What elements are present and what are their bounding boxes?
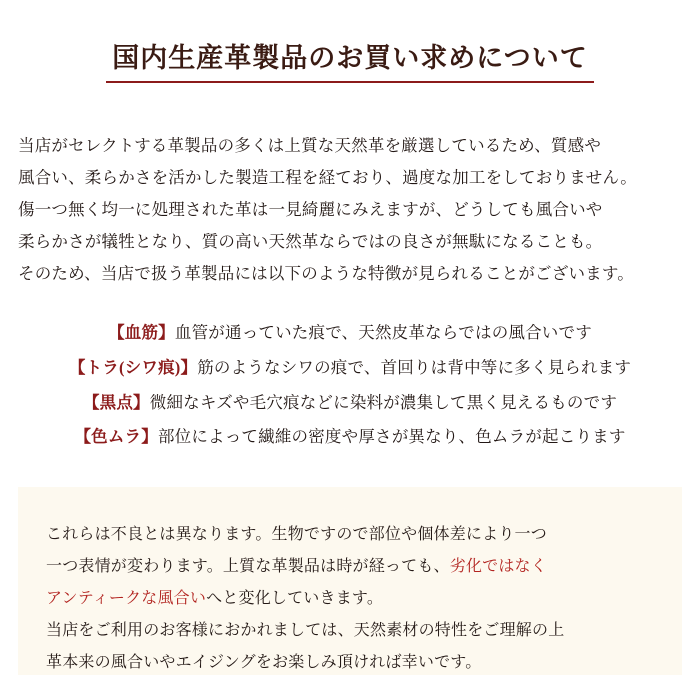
note-line-3-part-b: へと変化していきます。 bbox=[206, 590, 384, 607]
feature-key: 【黒点】 bbox=[82, 392, 150, 412]
feature-key: 【色ムラ】 bbox=[74, 427, 158, 447]
note-content bbox=[18, 487, 682, 679]
note-line-3 bbox=[46, 583, 654, 615]
note-box bbox=[18, 487, 682, 675]
feature-text: 血管が通っていた痕で、天然皮革ならではの風合いです bbox=[174, 323, 592, 343]
feature-text: 筋のようなシワの痕で、首回りは背中等に多く見られます bbox=[197, 358, 632, 378]
note-line-1: これらは不良とは異なります。生物ですので部位や個体差により一つ bbox=[46, 526, 547, 543]
feature-key: 【トラ(シワ痕)】 bbox=[68, 358, 198, 378]
note-line-3-accent: アンティークな風合い bbox=[46, 590, 207, 607]
note-line-2-part-b: 上質な革製品は時が経っても、 bbox=[222, 558, 450, 575]
feature-key: 【血筋】 bbox=[108, 323, 175, 343]
feature-item-kokuten bbox=[0, 386, 700, 421]
intro-paragraph bbox=[18, 130, 682, 291]
page-title-container bbox=[0, 0, 700, 102]
page-title: 国内生産革製品のお買い求めについて bbox=[106, 42, 593, 83]
feature-text: 部位によって繊維の密度や厚さが異なり、色ムラが起こります bbox=[157, 427, 626, 447]
note-line-4: 当店をご利用のお客様におかれましては、天然素材の特性をご理解の上 bbox=[46, 622, 565, 639]
feature-text: 微細なキズや毛穴痕などに染料が濃集して黒く見えるものです bbox=[149, 392, 618, 412]
feature-item-tora bbox=[0, 351, 700, 386]
intro-line-4: 柔らかさが犠牲となり、質の高い天然革ならではの良さが無駄になることも。 bbox=[18, 232, 603, 252]
note-line-2-part-a: 一つ表情が変わります。 bbox=[46, 558, 223, 575]
feature-list bbox=[0, 316, 700, 455]
note-line-2-accent: 劣化ではなく bbox=[449, 558, 547, 575]
intro-line-1: 当店がセレクトする革製品の多くは上質な天然革を厳選しているため、質感や bbox=[18, 135, 602, 155]
feature-item-iromura bbox=[0, 420, 700, 455]
note-line-5: 革本来の風合いやエイジングをお楽しみ頂ければ幸いです。 bbox=[46, 654, 482, 671]
intro-line-5: そのため、当店で扱う革製品には以下のような特徴が見られることがございます。 bbox=[18, 264, 634, 284]
intro-line-2: 風合い、柔らかさを活かした製造工程を経ており、過度な加工をしておりません。 bbox=[18, 167, 637, 187]
feature-item-chisuji bbox=[0, 316, 700, 351]
intro-line-3: 傷一つ無く均一に処理された革は一見綺麗にみえますが、どうしても風合いや bbox=[18, 199, 603, 219]
note-line-2 bbox=[46, 551, 654, 583]
